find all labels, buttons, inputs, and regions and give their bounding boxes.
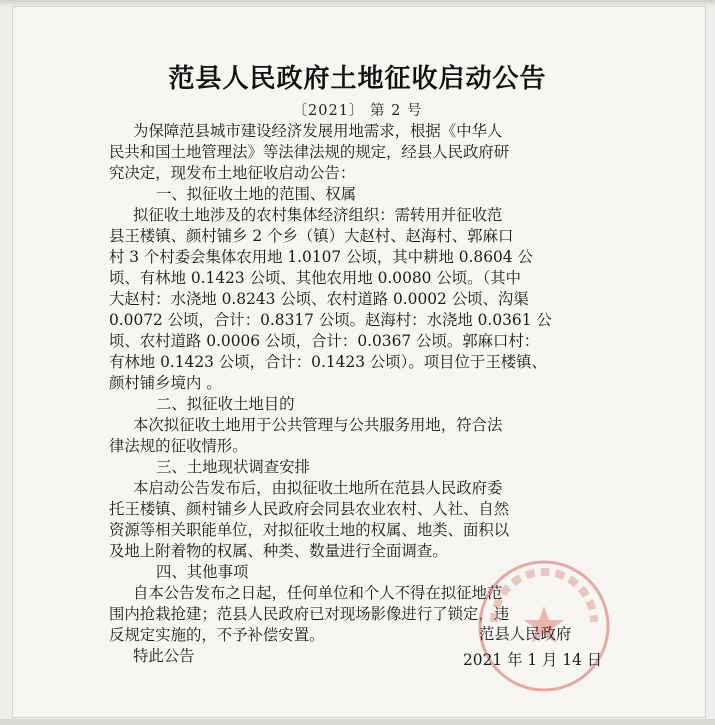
body-line: 究决定，现发布土地征收启动公告： bbox=[109, 164, 356, 182]
body-line: 为保障范县城市建设经济发展用地需求，根据《中华人 bbox=[133, 122, 503, 140]
issuer-signature: 范县人民政府 bbox=[479, 625, 572, 643]
body-line: 顷、农村道路 0.0006 公顷，合计：0.0367 公顷。郭麻口村： bbox=[109, 332, 540, 350]
body-line: 拟征收土地涉及的农村集体经济组织：需转用并征收范 bbox=[133, 206, 503, 224]
body-line: 顷、有林地 0.1423 公顷、其他农用地 0.0080 公顷。（其中 bbox=[109, 269, 521, 287]
body-line: 资源等相关职能单位，对拟征收土地的权属、地类、面积以 bbox=[109, 521, 510, 539]
document-title: 范县人民政府土地征收启动公告 bbox=[168, 64, 547, 94]
section-heading: 二、拟征收土地目的 bbox=[156, 395, 295, 413]
body-line: 有林地 0.1423 公顷，合计：0.1423 公顷）。项目位于王楼镇、 bbox=[109, 353, 547, 371]
body-line: 颜村铺乡境内 。 bbox=[109, 374, 222, 392]
body-line: 自本公告发布之日起，任何单位和个人不得在拟征地范 bbox=[133, 584, 503, 602]
closing-line: 特此公告 bbox=[133, 647, 195, 665]
body-line: 本启动公告发布后，由拟征收土地所在范县人民政府委 bbox=[133, 479, 503, 497]
body-line: 0.0072 公顷，合计：0.8317 公顷。赵海村：水浇地 0.0361 公 bbox=[109, 311, 552, 329]
body-line: 律法规的征收情形。 bbox=[109, 437, 248, 455]
body-line: 本次拟征收土地用于公共管理与公共服务用地，符合法 bbox=[133, 416, 503, 434]
issue-date: 2021 年 1 月 14 日 bbox=[463, 651, 603, 669]
section-heading: 一、拟征收土地的范围、权属 bbox=[156, 185, 357, 203]
body-line: 反规定实施的，不予补偿安置。 bbox=[109, 626, 325, 644]
section-heading: 四、其他事项 bbox=[156, 563, 249, 581]
body-line: 围内抢栽抢建；范县人民政府已对现场影像进行了锁定，违 bbox=[109, 605, 510, 623]
document-number: 〔2021〕 第 2 号 bbox=[292, 103, 423, 119]
scan-bottom-edge bbox=[0, 719, 715, 725]
body-line: 大赵村：水浇地 0.8243 公顷、农村道路 0.0002 公顷、沟渠 bbox=[109, 290, 529, 308]
section-heading: 三、土地现状调查安排 bbox=[156, 458, 310, 476]
body-line: 县王楼镇、颜村铺乡 2 个乡（镇）大赵村、赵海村、郭麻口 bbox=[109, 227, 514, 245]
body-line: 及地上附着物的权属、种类、数量进行全面调查。 bbox=[109, 542, 448, 560]
body-line: 村 3 个村委会集体农用地 1.0107 公顷，其中耕地 0.8604 公 bbox=[109, 248, 533, 266]
body-line: 民共和国土地管理法》等法律法规的规定，经县人民政府研 bbox=[109, 143, 510, 161]
body-line: 托王楼镇、颜村铺乡人民政府会同县农业农村、人社、自然 bbox=[109, 500, 510, 518]
